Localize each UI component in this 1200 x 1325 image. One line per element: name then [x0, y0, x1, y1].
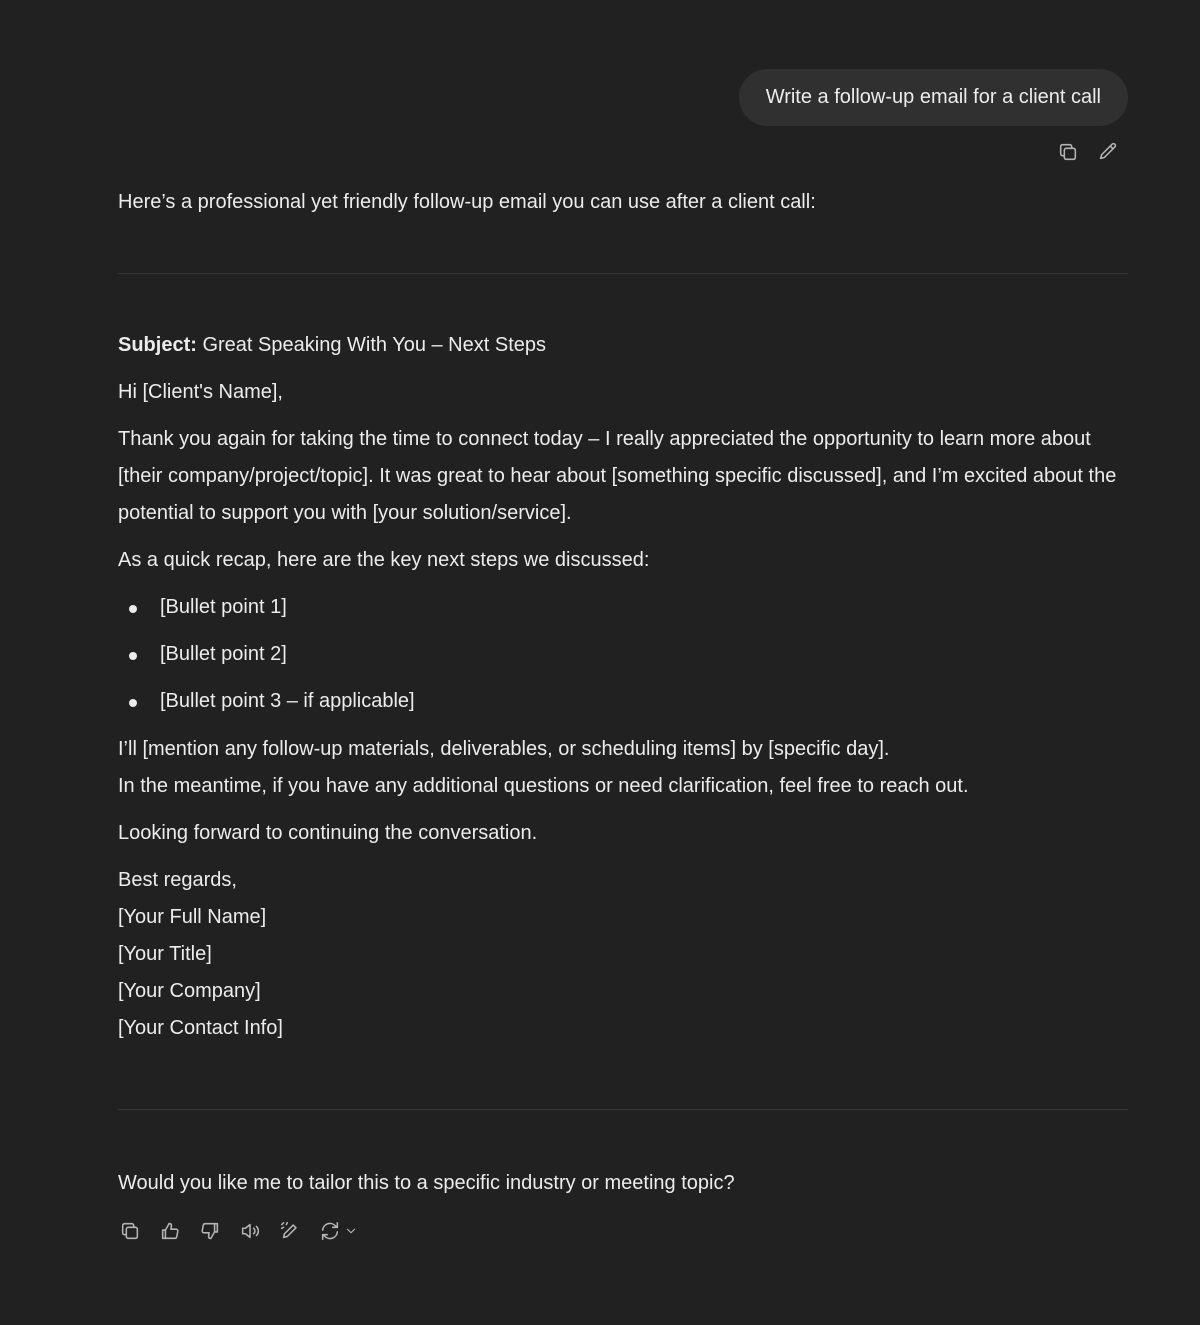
list-item: [Bullet point 2] — [118, 636, 1128, 673]
thumbs-down-icon[interactable] — [198, 1219, 222, 1243]
copy-icon[interactable] — [1056, 140, 1080, 164]
assistant-message-actions — [118, 1219, 358, 1243]
copy-icon[interactable] — [118, 1219, 142, 1243]
thumbs-up-icon[interactable] — [158, 1219, 182, 1243]
email-recap-intro: As a quick recap, here are the key next steps we discussed: — [118, 549, 650, 571]
email-greeting: Hi [Client's Name], — [118, 381, 283, 403]
signature-line: [Your Company] — [118, 980, 261, 1002]
subject-label: Subject: — [118, 334, 197, 356]
email-signature — [118, 862, 1128, 1047]
read-aloud-icon[interactable] — [238, 1219, 262, 1243]
user-message — [739, 69, 1128, 126]
email-draft — [118, 327, 1128, 1057]
divider — [118, 273, 1128, 274]
regenerate-button[interactable] — [318, 1219, 358, 1243]
subject-text: Great Speaking With You – Next Steps — [196, 334, 546, 356]
email-followup — [118, 731, 1128, 805]
user-message-actions — [1056, 140, 1120, 164]
divider — [118, 1109, 1128, 1110]
edit-icon[interactable] — [1096, 140, 1120, 164]
assistant-closing-question: Would you like me to tailor this to a specific industry or meeting topic? — [118, 1172, 735, 1194]
email-bullet-list — [118, 589, 1128, 720]
user-message-bubble: Write a follow-up email for a client call — [739, 69, 1128, 126]
assistant-intro: Here’s a professional yet friendly follow-up email you can use after a client call: — [118, 191, 816, 213]
list-item: [Bullet point 1] — [118, 589, 1128, 626]
followup-line: In the meantime, if you have any additional questions or need clarification, feel free to reach out. — [118, 775, 969, 797]
email-subject — [118, 327, 1128, 364]
chat-thread — [118, 0, 1128, 1325]
email-paragraph: Thank you again for taking the time to connect today – I really appreciated the opportunity to learn more about [their company/project/topic]. It was great to hear about [something specific discussed], and I’m excited about the potential to support you with [your solution/service]. — [118, 428, 1117, 524]
list-item: [Bullet point 3 – if applicable] — [118, 683, 1128, 720]
signature-line: [Your Title] — [118, 943, 212, 965]
followup-line: I’ll [mention any follow-up materials, deliverables, or scheduling items] by [specific day]. — [118, 738, 890, 760]
edit-canvas-icon[interactable] — [278, 1219, 302, 1243]
signature-line: [Your Full Name] — [118, 906, 267, 928]
signature-line: Best regards, — [118, 869, 237, 891]
chevron-down-icon[interactable] — [344, 1224, 358, 1238]
signature-line: [Your Contact Info] — [118, 1017, 283, 1039]
email-looking-forward: Looking forward to continuing the conversation. — [118, 822, 538, 844]
regenerate-icon[interactable] — [318, 1219, 342, 1243]
